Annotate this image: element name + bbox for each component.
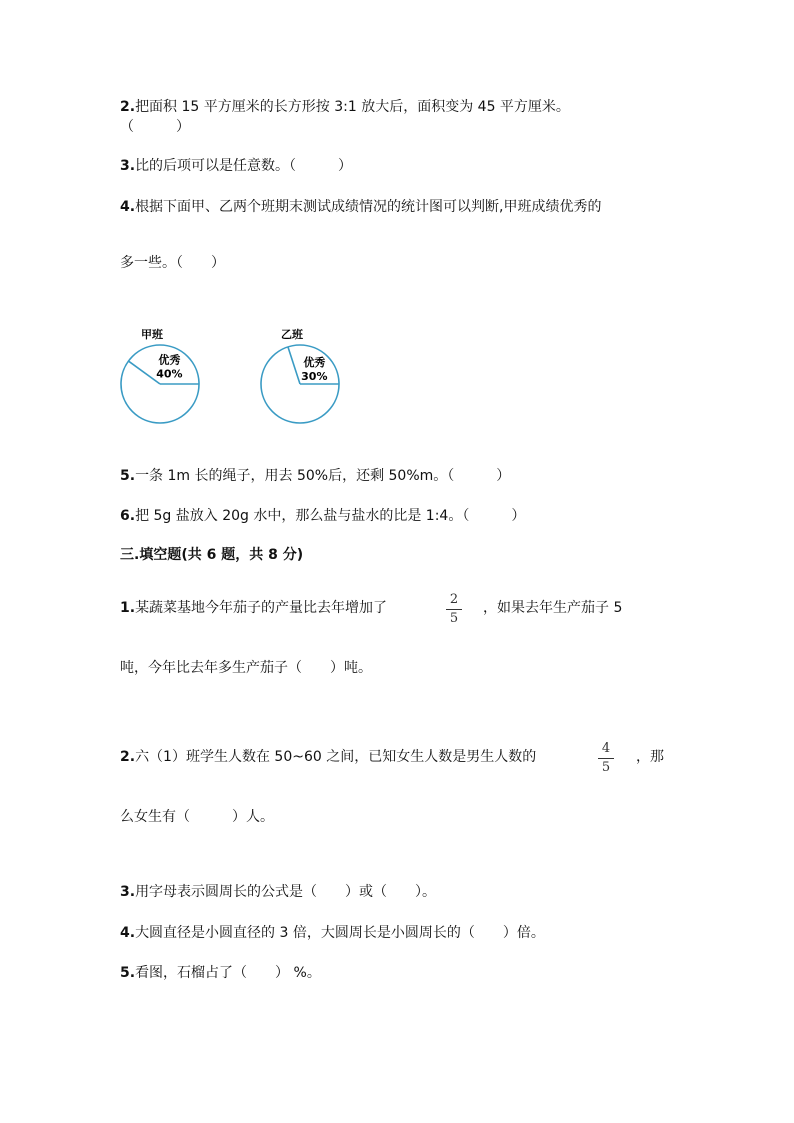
question-number: 5. (120, 468, 136, 484)
judge-q4-line2: 多一些。（ ） (120, 255, 225, 271)
question-text: 把面积 15 平方厘米的长方形按 3:1 放大后，面积变为 45 平方厘米。 (135, 99, 570, 115)
fraction-bar (446, 609, 462, 610)
pie-slice-label: 优秀 (158, 353, 181, 367)
question-number: 3. (120, 158, 136, 174)
question-text: 看图，石榴占了（ ） %。 (135, 965, 321, 981)
question-number: 3. (120, 884, 136, 900)
pie-title: 乙班 (281, 328, 303, 341)
question-number: 4. (120, 199, 136, 215)
question-number: 2. (120, 749, 136, 765)
fill-q3 (120, 882, 436, 902)
judge-q3 (120, 156, 352, 176)
question-number: 1. (120, 600, 136, 616)
question-text: 比的后项可以是任意数。（ ） (135, 158, 353, 174)
pie-chart-class-a (110, 322, 220, 432)
fraction-bar (598, 758, 614, 759)
pie-chart-class-b (250, 322, 360, 432)
pie-slice-edge (288, 347, 300, 384)
fill-q2-tail: ，那 (636, 749, 664, 765)
question-text: 用字母表示圆周长的公式是（ ）或（ ）。 (135, 884, 437, 900)
question-text: 把 5g 盐放入 20g 水中，那么盐与盐水的比是 1:4。（ ） (135, 508, 526, 524)
judge-q6 (120, 506, 525, 526)
fill-q5 (120, 963, 321, 983)
question-text: 一条 1m 长的绳子，用去 50%后，还剩 50%m。（ ） (135, 468, 511, 484)
fraction-4-5 (596, 741, 616, 776)
question-text: 某蔬菜基地今年茄子的产量比去年增加了 (135, 600, 388, 616)
judge-q5 (120, 466, 510, 486)
question-text: 根据下面甲、乙两个班期末测试成绩情况的统计图可以判断,甲班成绩优秀的 (135, 199, 602, 215)
fraction-numerator: 2 (449, 592, 459, 607)
section-heading: 三.填空题(共 6 题，共 8 分) (120, 547, 304, 563)
pie-slice-value: 30% (301, 369, 328, 383)
judge-q4-line1 (120, 197, 602, 217)
pie-slice-value: 40% (156, 367, 183, 381)
fraction-numerator: 4 (601, 741, 611, 756)
fill-q2-line2: 么女生有（ ）人。 (120, 809, 274, 825)
fraction-denominator: 5 (601, 760, 611, 775)
judge-q2-line1 (120, 97, 570, 117)
fill-q4 (120, 923, 545, 943)
fill-q1-line2: 吨，今年比去年多生产茄子（ ）吨。 (120, 660, 372, 676)
fill-q1-line1 (120, 598, 387, 618)
pie-slice-label: 优秀 (303, 355, 326, 369)
pie-title: 甲班 (141, 328, 163, 341)
fraction-denominator: 5 (449, 611, 459, 626)
fraction-2-5 (444, 592, 464, 627)
question-number: 2. (120, 99, 136, 115)
question-text: 六（1）班学生人数在 50~60 之间，已知女生人数是男生人数的 (135, 749, 537, 765)
fill-q2-line1 (120, 747, 536, 767)
question-number: 5. (120, 965, 136, 981)
judge-q2-line2: （ ） (120, 119, 190, 135)
question-text: 大圆直径是小圆直径的 3 倍，大圆周长是小圆周长的（ ）倍。 (135, 925, 545, 941)
fill-q1-tail: ，如果去年生产茄子 5 (483, 600, 623, 616)
question-number: 6. (120, 508, 136, 524)
question-number: 4. (120, 925, 136, 941)
